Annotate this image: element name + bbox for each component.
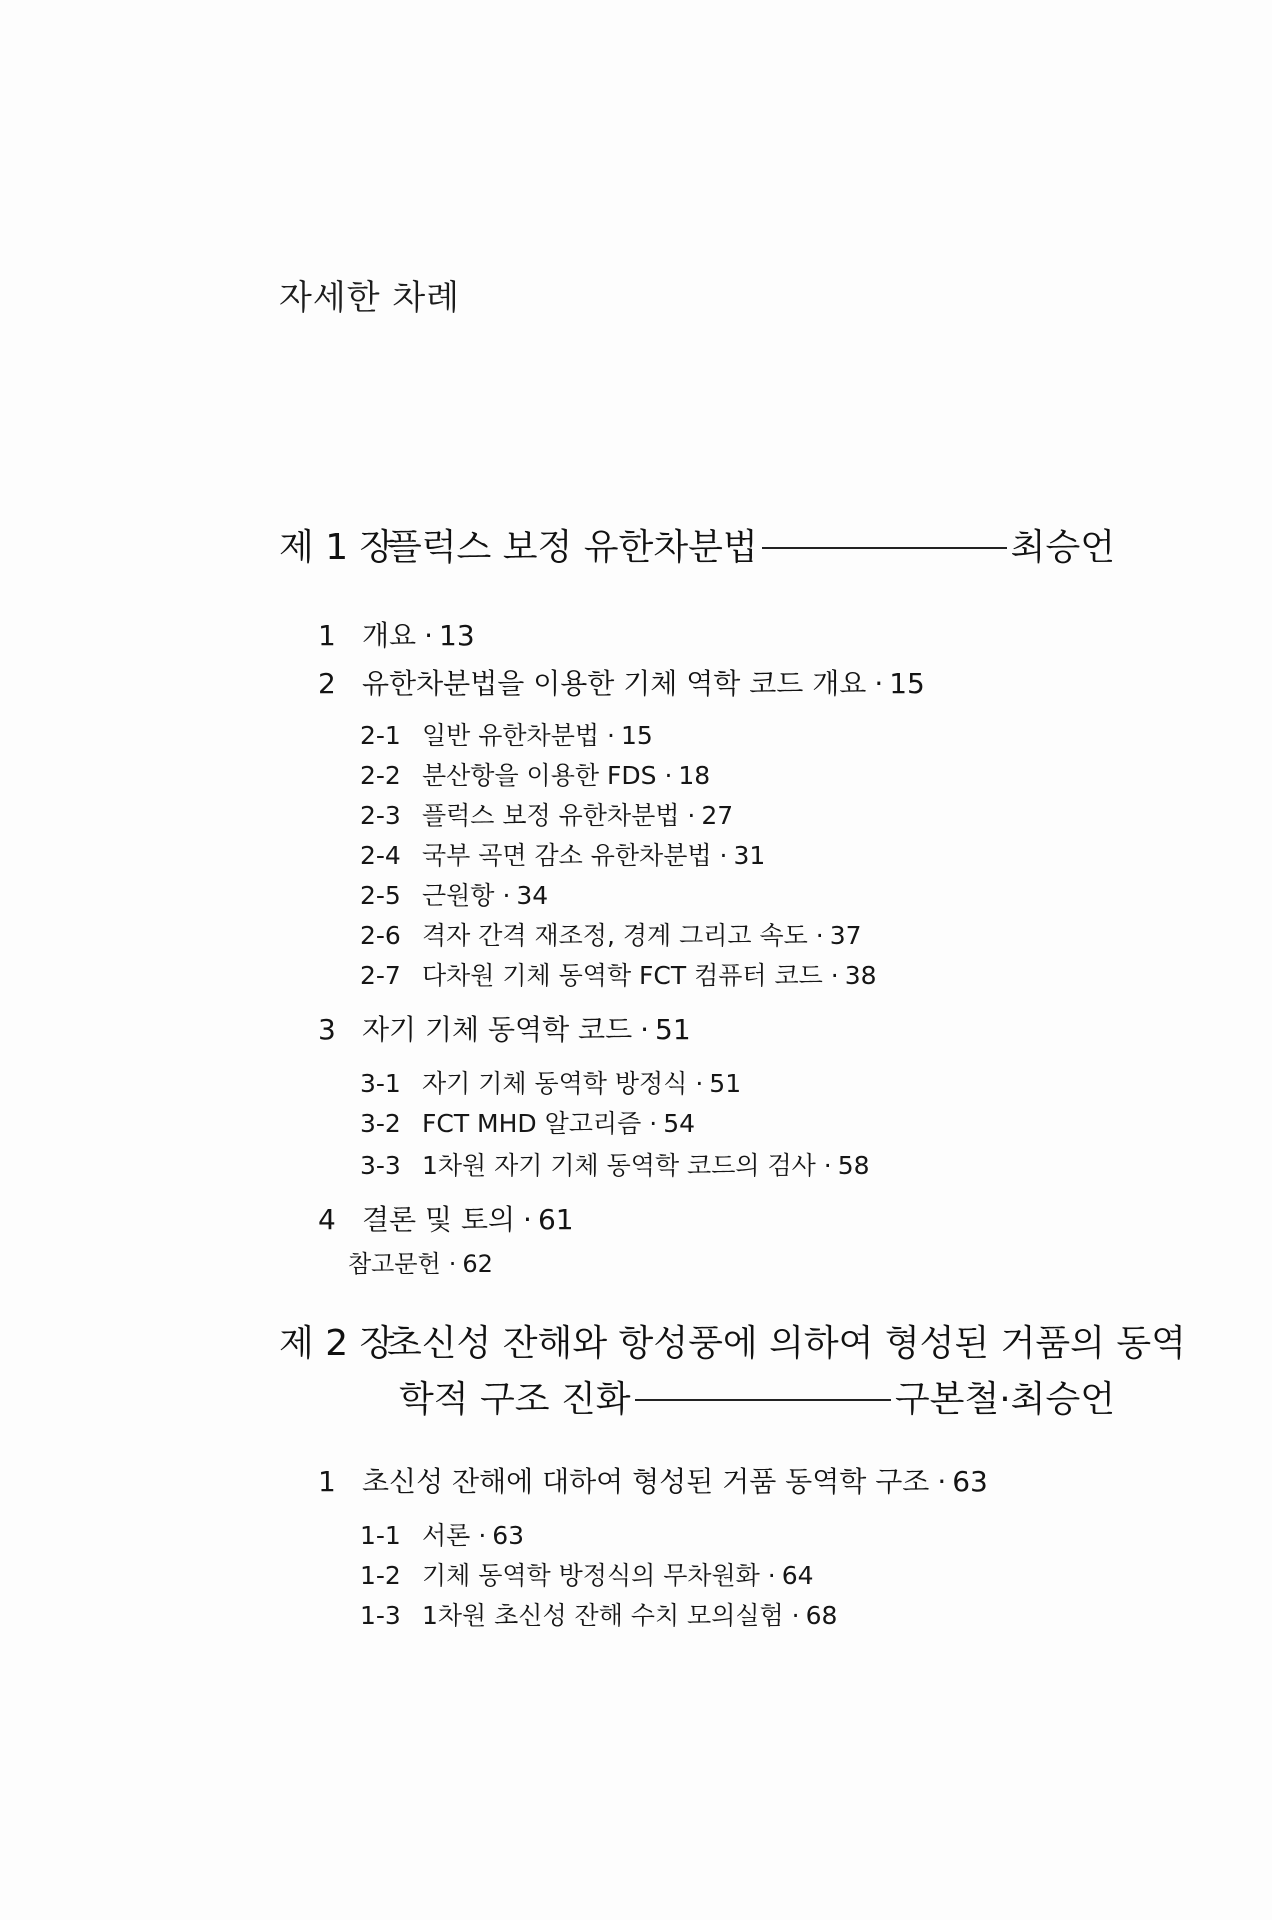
subsection-number: 3-1 <box>360 1069 401 1098</box>
separator-dot: · <box>687 801 696 830</box>
subsection-number: 2-7 <box>360 961 401 990</box>
toc-subsection <box>360 716 653 752</box>
chapter-author: 구본철·최승언 <box>894 1379 1115 1420</box>
page-number: 54 <box>663 1109 695 1138</box>
toc-subsection <box>360 916 862 952</box>
subsection-number: 3-2 <box>360 1109 401 1138</box>
page-number: 27 <box>701 801 734 830</box>
toc-subsection <box>360 1146 870 1182</box>
toc-subsection <box>360 1516 524 1552</box>
subsection-title: 플럭스 보정 유한차분법 <box>422 801 680 830</box>
section-title: 초신성 잔해에 대하여 형성된 거품 동역학 구조 <box>362 1465 930 1498</box>
references-entry <box>348 1244 493 1279</box>
separator-dot: · <box>874 667 884 700</box>
subsection-number: 2-2 <box>360 761 401 790</box>
separator-dot: · <box>937 1465 947 1498</box>
separator-dot: · <box>830 961 839 990</box>
separator-dot: · <box>815 921 824 950</box>
toc-subsection <box>360 956 877 992</box>
page-number: 37 <box>829 921 862 950</box>
separator-dot: · <box>448 1250 457 1278</box>
toc-subsection <box>360 1596 837 1632</box>
page-number: 31 <box>733 841 766 870</box>
toc-subsection <box>360 1556 814 1592</box>
page-number: 51 <box>655 1013 691 1046</box>
section-title: 자기 기체 동역학 코드 <box>362 1013 633 1046</box>
chapter-author: 최승언 <box>1010 527 1115 568</box>
page-number: 62 <box>462 1250 493 1278</box>
chapter-label: 제 2 장 <box>279 1323 395 1364</box>
subsection-number: 2-3 <box>360 801 401 830</box>
toc-section <box>318 662 925 702</box>
subsection-title: 1차원 초신성 잔해 수치 모의실험 <box>422 1601 784 1630</box>
subsection-number: 2-5 <box>360 881 401 910</box>
subsection-title: 일반 유한차분법 <box>422 721 599 750</box>
separator-dot: · <box>719 841 728 870</box>
chapter-1-heading <box>279 520 1115 576</box>
chapter-title-line2: 학적 구조 진화 <box>399 1379 631 1420</box>
separator-dot: · <box>791 1601 800 1630</box>
section-number: 1 <box>318 619 336 652</box>
page-number: 64 <box>781 1561 814 1590</box>
page-number: 18 <box>678 761 711 790</box>
subsection-number: 2-4 <box>360 841 401 870</box>
toc-subsection <box>360 796 733 832</box>
subsection-number: 3-3 <box>360 1151 401 1180</box>
separator-dot: · <box>767 1561 776 1590</box>
subsection-title: 서론 <box>422 1521 471 1550</box>
page-number: 15 <box>620 721 653 750</box>
toc-section <box>318 614 475 654</box>
subsection-number: 2-6 <box>360 921 401 950</box>
separator-dot: · <box>823 1151 832 1180</box>
toc-section <box>318 1008 691 1048</box>
section-number: 1 <box>318 1465 336 1498</box>
separator-dot: · <box>607 721 615 750</box>
toc-subsection <box>360 1104 695 1140</box>
page-number: 61 <box>537 1203 574 1236</box>
toc-subsection <box>360 1064 741 1100</box>
chapter-label: 제 1 장 <box>279 527 395 568</box>
section-number: 2 <box>318 667 336 700</box>
subsection-title: 국부 곡면 감소 유한차분법 <box>422 841 712 870</box>
subsection-number: 1-3 <box>360 1601 401 1630</box>
page-number: 38 <box>844 961 877 990</box>
toc-subsection <box>360 876 548 912</box>
page-number: 51 <box>709 1069 742 1098</box>
subsection-title: 기체 동역학 방정식의 무차원화 <box>422 1561 760 1590</box>
chapter-title: 플럭스 보정 유한차분법 <box>387 527 758 568</box>
separator-dot: · <box>695 1069 704 1098</box>
references-title: 참고문헌 <box>348 1250 441 1278</box>
section-title: 결론 및 토의 <box>362 1203 516 1236</box>
toc-subsection <box>360 836 765 872</box>
page-number: 34 <box>516 881 549 910</box>
section-title: 개요 <box>362 619 417 652</box>
leader-dash <box>635 1399 891 1401</box>
page-number: 63 <box>952 1465 988 1498</box>
page-number: 15 <box>889 667 925 700</box>
section-number: 3 <box>318 1013 336 1046</box>
chapter-title-line1: 초신성 잔해와 항성풍에 의하여 형성된 거품의 동역 <box>387 1323 1186 1364</box>
subsection-number: 1-2 <box>360 1561 401 1590</box>
separator-dot: · <box>664 761 673 790</box>
subsection-title: 격자 간격 재조정, 경계 그리고 속도 <box>422 921 808 950</box>
leader-dash <box>762 547 1007 549</box>
page-number: 13 <box>439 619 475 652</box>
subsection-title: FCT MHD 알고리즘 <box>422 1109 642 1138</box>
toc-section <box>318 1460 988 1500</box>
separator-dot: · <box>478 1521 487 1550</box>
separator-dot: · <box>649 1109 658 1138</box>
section-number: 4 <box>318 1203 336 1236</box>
chapter-2-heading <box>279 1316 1186 1428</box>
subsection-number: 2-1 <box>360 721 401 750</box>
toc-section <box>318 1198 574 1238</box>
page-title: 자세한 차례 <box>279 278 461 318</box>
subsection-title: 자기 기체 동역학 방정식 <box>422 1069 688 1098</box>
separator-dot: · <box>523 1203 532 1236</box>
separator-dot: · <box>424 619 434 652</box>
separator-dot: · <box>502 881 511 910</box>
page-number: 68 <box>805 1601 838 1630</box>
separator-dot: · <box>640 1013 650 1046</box>
subsection-title: 1차원 자기 기체 동역학 코드의 검사 <box>422 1151 816 1180</box>
page-number: 63 <box>492 1521 525 1550</box>
page-number: 58 <box>837 1151 870 1180</box>
toc-subsection <box>360 756 710 792</box>
subsection-number: 1-1 <box>360 1521 401 1550</box>
subsection-title: 다차원 기체 동역학 FCT 컴퓨터 코드 <box>422 961 823 990</box>
section-title: 유한차분법을 이용한 기체 역학 코드 개요 <box>362 667 867 700</box>
subsection-title: 근원항 <box>422 881 495 910</box>
subsection-title: 분산항을 이용한 FDS <box>422 761 657 790</box>
